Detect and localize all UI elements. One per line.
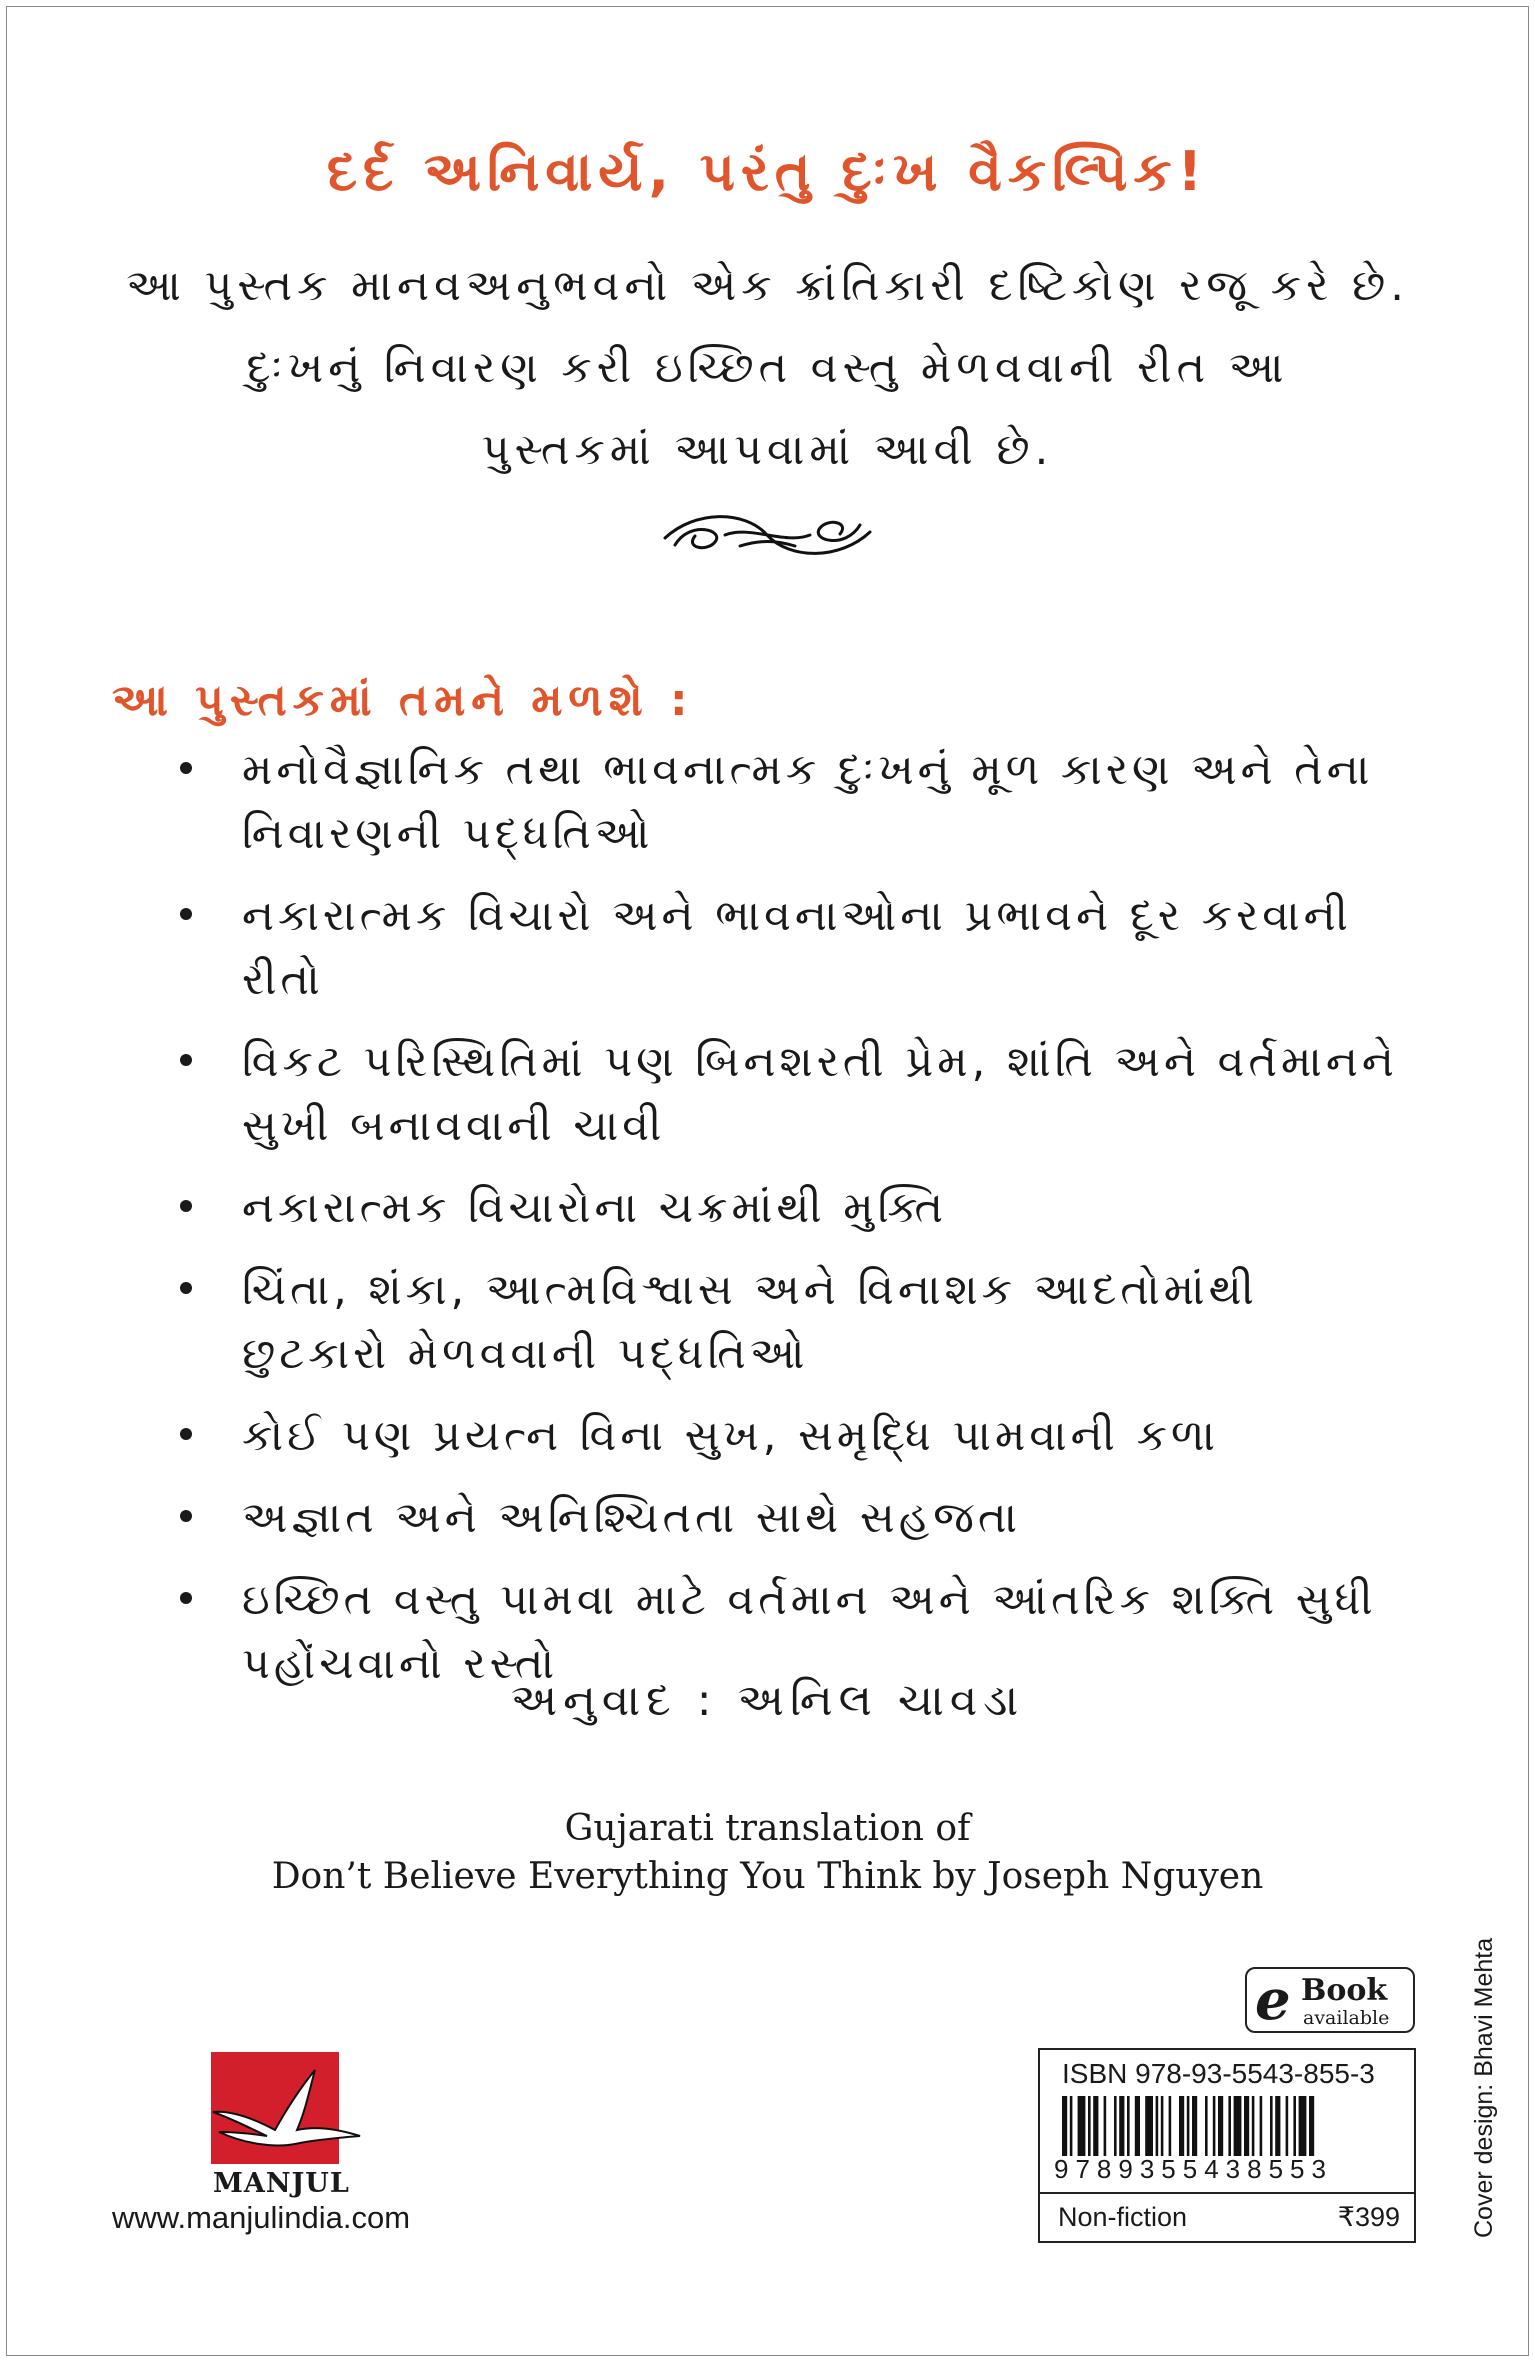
list-item [0,1176,1535,1240]
barcode-bar [1169,2096,1172,2156]
intro-line: આ પુસ્તક માનવઅનુભવનો એક ક્રાંતિકારી દષ્ટિકોણ રજૂ કરે છે. [126,261,1409,311]
barcode-bar [1205,2096,1208,2156]
barcode-bar [1070,2096,1073,2156]
cover-design-credit: Cover design: Bhavi Mehta [1470,1937,1498,2238]
barcode-bar [1135,2096,1140,2156]
publisher-logo-text: MANJUL [213,2168,350,2199]
list-item [0,1486,1535,1550]
barcode-bar [1234,2096,1242,2156]
feature-list [0,738,1535,1714]
bullet-icon [180,1510,192,1522]
credit-line: Gujarati translation of [564,1808,971,1849]
barcode-bar [1309,2096,1314,2156]
barcode-bar [1218,2096,1223,2156]
sub-heading: આ પુસ્તકમાં તમને મળશે : [112,675,694,726]
list-item [0,738,1535,866]
bullet-icon [180,762,192,774]
list-item-text: વિકટ પરિસ્થિતિમાં પણ બિનશરતી પ્રેમ, શાંતિ અને વર્તમાનને સુખી બનાવવાની ચાવી [242,1037,1398,1151]
barcode-bar [1127,2096,1130,2156]
barcode-box [1038,2048,1416,2243]
list-item-text: નકારાત્મક વિચારો અને ભાવનાઓના પ્રભાવને દૂર કરવાની રીતો [242,891,1352,1005]
barcode-bar [1252,2096,1255,2156]
bullet-icon [180,1592,192,1604]
barcode-bar [1286,2096,1289,2156]
bullet-icon [180,1054,192,1066]
ebook-book-label: Book [1301,1973,1388,2008]
intro-paragraph [100,245,1435,491]
list-item-text: કોઈ પણ પ્રયત્ન વિના સુખ, સમૃદ્ધિ પામવાની કળા [242,1411,1220,1461]
isbn-label: ISBN 978-93-5543-855-3 [1062,2058,1375,2089]
barcode-bar [1145,2096,1153,2156]
list-item [0,1258,1535,1386]
list-item [0,1030,1535,1158]
intro-line: દુઃખનું નિવારણ કરી ઇચ્છિત વસ્તુ મેળવવાની રીત આ [246,343,1289,393]
barcode-bar [1093,2096,1098,2156]
publisher-website: www.manjulindia.com [112,2200,411,2235]
flying-bird-logo-icon [205,2052,365,2164]
barcode-bar [1161,2096,1164,2156]
barcode-bar [1275,2096,1280,2156]
barcode-icon [1062,2096,1396,2156]
barcode-bar [1213,2096,1216,2156]
original-title-credit [0,1805,1535,1901]
barcode-bar [1156,2096,1159,2156]
barcode-bar [1244,2096,1249,2156]
ebook-available-badge [1245,1967,1415,2033]
list-item-text: મનોવૈજ્ઞાનિક તથા ભાવનાત્મક દુઃખનું મૂળ કારણ અને તેના નિવારણની પદ્ધતિઓ [242,745,1374,859]
bullet-icon [180,1282,192,1294]
credit-line: Don’t Believe Everything You Think by Joseph Nguyen [271,1856,1264,1897]
flourish-ornament-icon [655,500,880,570]
barcode-bar [1299,2096,1307,2156]
intro-line: પુસ્તકમાં આપવામાં આવી છે. [481,425,1054,475]
price-label: ₹399 [1337,2202,1400,2232]
bullet-icon [180,1428,192,1440]
list-item-text: નકારાત્મક વિચારોના ચક્રમાંથી મુક્તિ [242,1183,947,1233]
bullet-icon [180,1200,192,1212]
barcode-bar [1270,2096,1273,2156]
list-item-text: ઇચ્છિત વસ્તુ પામવા માટે વર્તમાન અને આંતરિક શક્તિ સુધી પહોંચવાનો રસ્તો [242,1575,1377,1689]
barcode-bar [1293,2096,1296,2156]
barcode-bar [1114,2096,1117,2156]
barcode-bar [1260,2096,1263,2156]
list-item [0,1404,1535,1468]
barcode-bar [1179,2096,1184,2156]
barcode-bar [1104,2096,1107,2156]
barcode-bar [1187,2096,1190,2156]
list-item-text: ચિંતા, શંકા, આત્મવિશ્વાસ અને વિનાશક આદતોમાંથી છુટકારો મેળવવાની પદ્ધતિઓ [242,1265,1258,1379]
barcode-bar [1192,2096,1197,2156]
barcode-bar [1062,2096,1067,2156]
barcode-bar [1119,2096,1124,2156]
translator-credit: અનુવાદ : અનિલ ચાવડા [510,1675,1025,1726]
bullet-icon [180,908,192,920]
barcode-footer [1040,2192,1414,2244]
category-label: Non-fiction [1058,2202,1188,2232]
list-item [0,884,1535,1012]
isbn-digits: 9789355438553 [1054,2154,1333,2184]
ebook-available-label: available [1303,2007,1390,2029]
headline: દર્દ અનિવાર્ય, પરંતુ દુઃખ વૈકલ્પિક! [326,140,1209,203]
barcode-bar [1078,2096,1086,2156]
ebook-e-letter: e [1255,1967,1291,2033]
barcode-bar [1088,2096,1091,2156]
barcode-bar [1228,2096,1231,2156]
list-item-text: અજ્ઞાત અને અનિશ્ચિતતા સાથે સહજતા [242,1493,1022,1543]
